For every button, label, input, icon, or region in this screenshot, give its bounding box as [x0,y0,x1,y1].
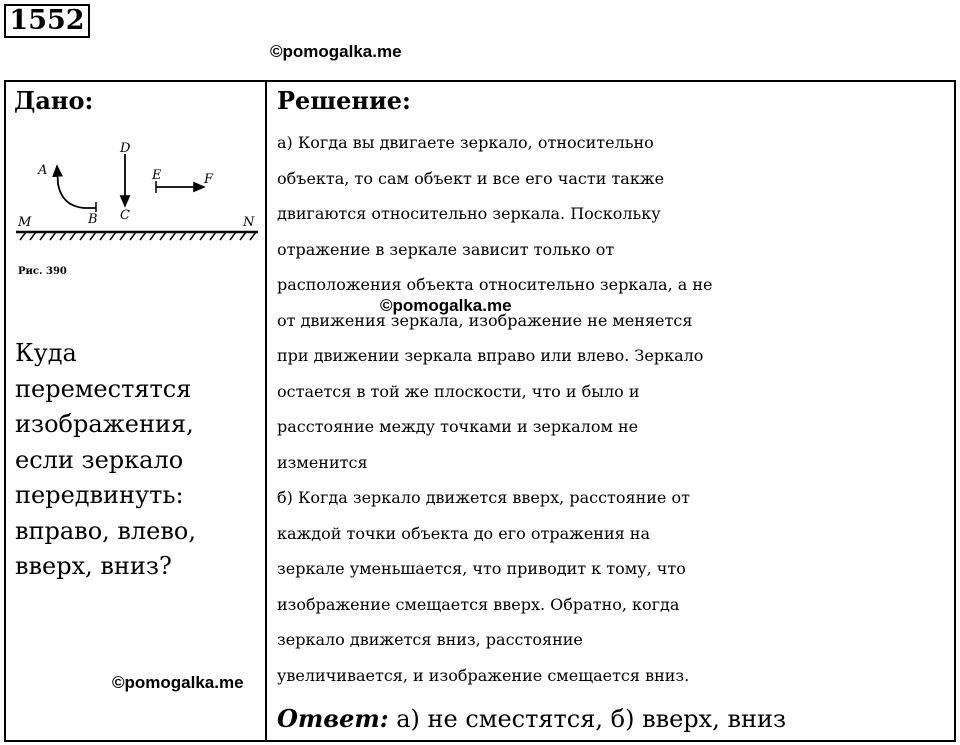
label-a: A [38,163,48,178]
question-line: передвинуть: [15,481,184,509]
solution-text [277,125,949,693]
solution-line: зеркале уменьшается, что приводит к тому, что [277,559,686,578]
question-line: переместятся [15,374,192,403]
solution-line: объекта, то сам объект и все его части также [277,168,665,188]
mirror-figure [14,136,260,286]
label-e: E [152,168,162,183]
solution-line: б) Когда зеркало движется вверх, расстояние от [277,488,690,507]
solution-line: изменится [277,452,368,472]
question-line: Куда [15,339,77,367]
watermark-bottom: ©pomogalka.me [112,673,244,692]
question-line: вверх, вниз? [15,552,172,580]
label-c: C [120,208,130,223]
solution-line: каждой точки объекта до его отражения на [277,523,650,543]
question-line: если зеркало [15,445,184,474]
answer-text: а) не сместятся, б) вверх, вниз [388,705,787,733]
solution-line: увеличивается, и изображение смещается вниз. [277,665,690,685]
answer [277,704,786,733]
solution-line: остается в той же плоскости, что и было и [277,381,640,401]
solution-line: от движения зеркала, изображение не меняется [277,310,693,330]
solution-line: при движении зеркала вправо или влево. Зеркало [277,346,704,365]
column-divider [265,80,267,742]
label-m: M [18,215,32,230]
question-text [15,336,260,585]
solution-line: зеркало движется вниз, расстояние [277,630,583,649]
arrow-ab [57,166,96,208]
given-title: Дано: [14,86,94,115]
solution-line: расположения объекта относительно зеркала, а не [277,275,713,294]
solution-line: изображение смещается вверх. Обратно, когда [277,594,680,614]
answer-label: Ответ: [277,704,389,733]
figure-caption: Рис. 390 [18,266,67,277]
solution-line: расстояние между точками и зеркалом не [277,417,639,436]
solution-line: двигаются относительно зеркала. Поскольку [277,204,661,223]
label-b: B [88,212,98,227]
problem-number: 1552 [4,4,90,38]
label-n: N [243,215,255,230]
solution-title: Решение: [277,86,411,115]
question-line: вправо, влево, [15,516,196,545]
question-line: изображения, [15,410,194,438]
label-d: D [120,141,131,156]
solution-line: отражение в зеркале зависит только от [277,239,615,259]
watermark-top: ©pomogalka.me [270,42,402,61]
solution-line: а) Когда вы двигаете зеркало, относительно [277,133,654,152]
label-f: F [204,172,214,187]
watermark-middle: ©pomogalka.me [380,296,512,315]
